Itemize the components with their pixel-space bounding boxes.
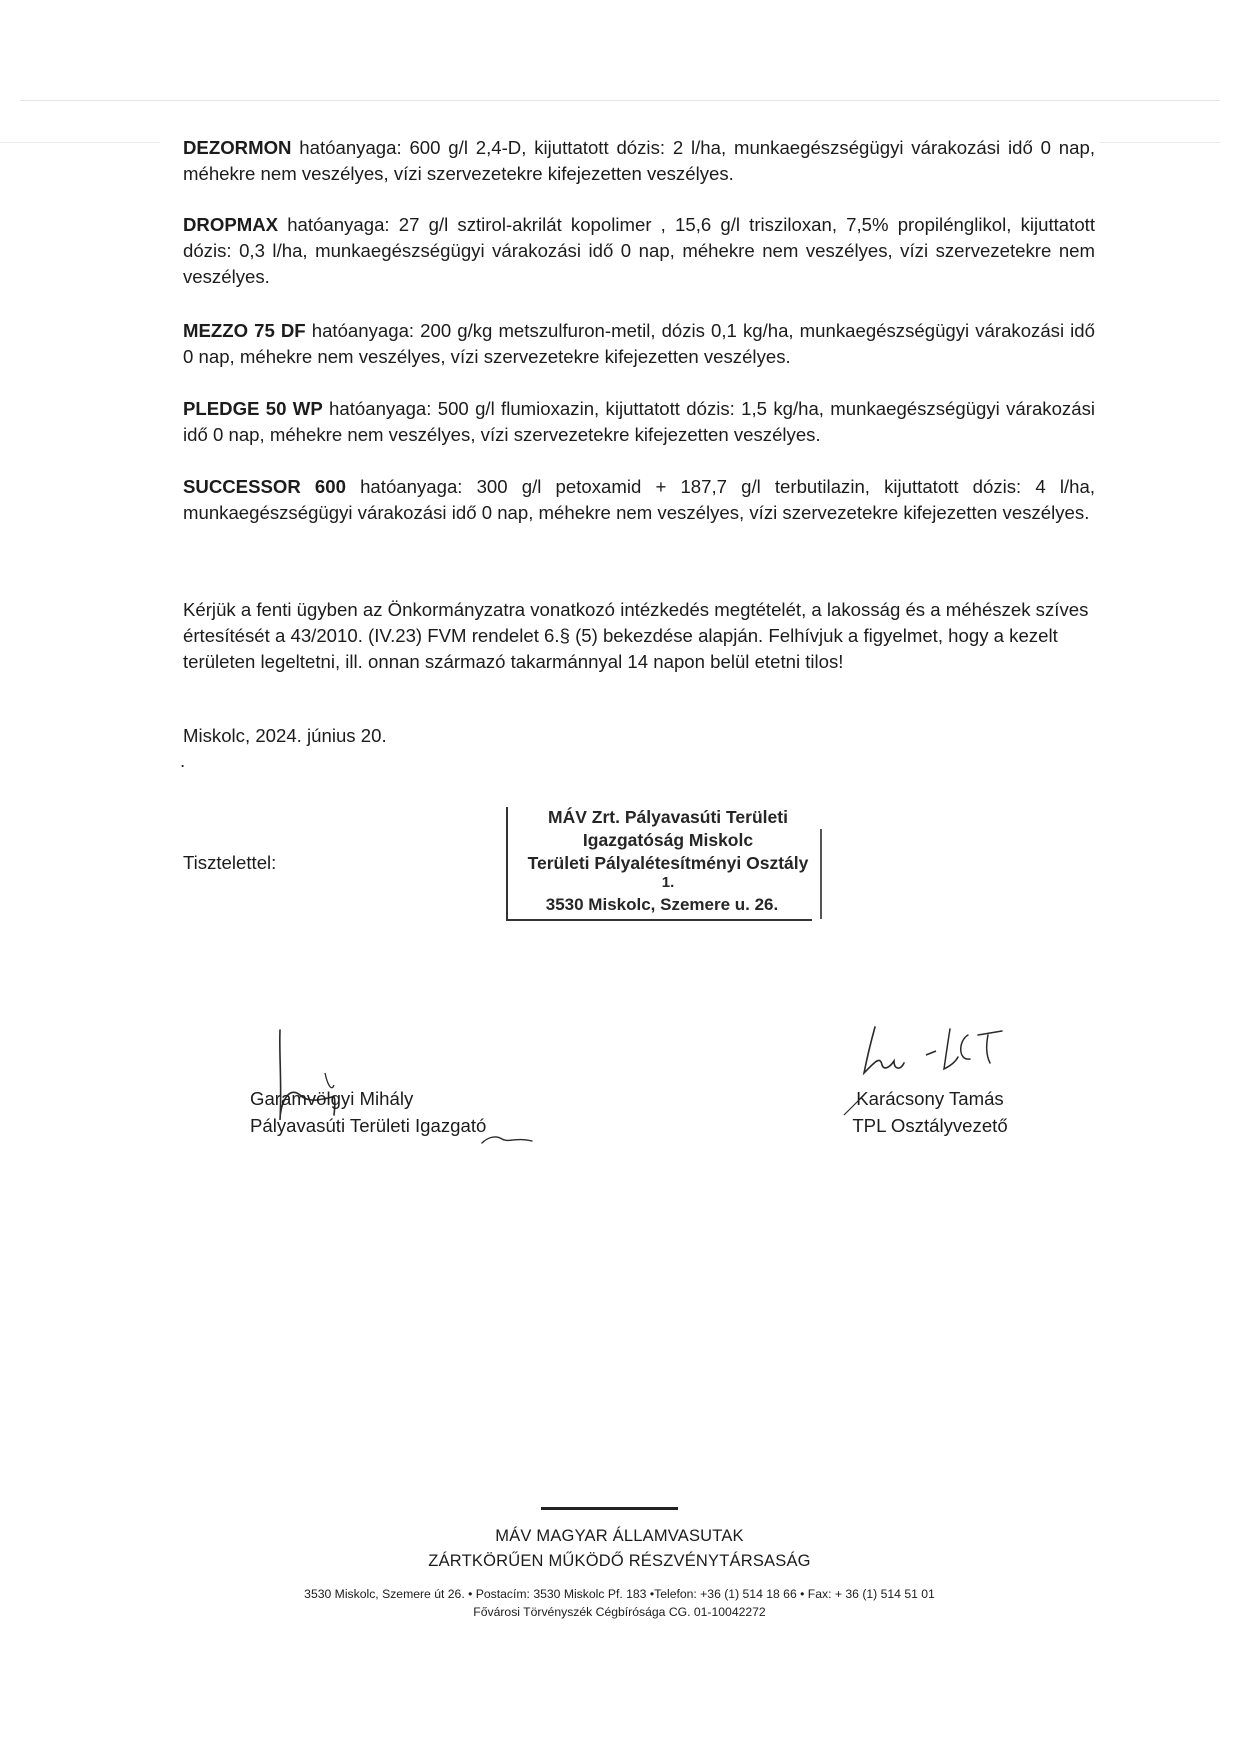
- signatory-name: Karácsony Tamás: [856, 1088, 1004, 1109]
- request-paragraph: Kérjük a fenti ügyben az Önkormányzatra vonatkozó intézkedés megtételét, a lakosság és a méhészek szíves értesítését a 43/2010. (IV.23) FVM rendelet 6.§ (5) bekezdése alapján. Felhívjuk a figyelmet, hogy a kezelt területen legeltetni, ill. onnan származó takarmánnyal 14 napon belül etetni tilos!: [183, 599, 1089, 672]
- product-paragraph-pledge: [183, 396, 1095, 448]
- scan-artifact-line: [1100, 142, 1220, 143]
- place-date: Miskolc, 2024. június 20.: [183, 725, 387, 746]
- product-description: hatóanyaga: 200 g/kg metszulfuron-metil, dózis 0,1 kg/ha, munkaegészségügyi várakozási idő 0 nap, méhekre nem veszélyes, vízi szervezetekre kifejezetten veszélyes.: [183, 320, 1095, 367]
- signatory-right: [840, 1085, 1020, 1139]
- stamp-line: MÁV Zrt. Pályavasúti Területi: [548, 807, 788, 827]
- footer-company: [0, 1524, 1239, 1574]
- product-name: PLEDGE 50 WP: [183, 398, 323, 419]
- stamp-line: 1.: [661, 874, 675, 891]
- scan-artifact-line: [20, 100, 1220, 101]
- signatory-title: Pályavasúti Területi Igazgató: [250, 1115, 487, 1136]
- stamp-line: 3530 Miskolc, Szemere u. 26.: [545, 895, 779, 914]
- stamp-border-bottom: [506, 919, 812, 921]
- footer-company-line: MÁV MAGYAR ÁLLAMVASUTAK: [495, 1527, 744, 1545]
- stamp-line: Területi Pályalétesítményi Osztály: [527, 853, 809, 873]
- stamp-border-left: [506, 807, 508, 919]
- product-paragraph-dropmax: [183, 212, 1095, 290]
- product-paragraph-successor: [183, 474, 1095, 526]
- product-name: MEZZO 75 DF: [183, 320, 306, 341]
- product-description: hatóanyaga: 27 g/l sztirol-akrilát kopolimer , 15,6 g/l trisziloxan, 7,5% propilénglikol, kijuttatott dózis: 0,3 l/ha, munkaegészségügyi várakozási idő 0 nap, méhekre nem veszélyes, vízi szervezetekre nem veszélyes.: [183, 214, 1095, 287]
- scan-artifact-line: [0, 142, 160, 143]
- product-name: SUCCESSOR 600: [183, 476, 346, 497]
- closing-salutation: Tisztelettel:: [183, 852, 277, 873]
- product-description: hatóanyaga: 300 g/l petoxamid + 187,7 g/l terbutilazin, kijuttatott dózis: 4 l/ha, munkaegészségügyi várakozási idő 0 nap, méhekre nem veszélyes, vízi szervezetekre kifejezetten veszélyes.: [183, 476, 1095, 523]
- footer-contact: [0, 1585, 1239, 1621]
- stamp-line: Igazgatóság Miskolc: [582, 830, 754, 850]
- product-name: DROPMAX: [183, 214, 279, 235]
- product-paragraph-dezormon: [183, 135, 1095, 187]
- product-description: hatóanyaga: 600 g/l 2,4-D, kijuttatott dózis: 2 l/ha, munkaegészségügyi várakozási idő 0 nap, méhekre nem veszélyes, vízi szervezetekre kifejezetten veszélyes.: [183, 137, 1095, 184]
- signatory-name: Garamvölgyi Mihály: [250, 1088, 414, 1109]
- footer-address: 3530 Miskolc, Szemere út 26. • Postacím: 3530 Miskolc Pf. 183 •Telefon: +36 (1) 514 18 66 • Fax: + 36 (1) 514 51 01: [304, 1587, 935, 1601]
- product-name: DEZORMON: [183, 137, 292, 158]
- signatory-title: TPL Osztályvezető: [852, 1115, 1008, 1136]
- footer-rule: [541, 1507, 678, 1510]
- footer-company-line: ZÁRTKÖRŰEN MŰKÖDŐ RÉSZVÉNYTÁRSASÁG: [428, 1552, 811, 1570]
- official-stamp: [506, 807, 826, 925]
- product-paragraph-mezzo: [183, 318, 1095, 370]
- signatory-left: [250, 1085, 486, 1139]
- product-description: hatóanyaga: 500 g/l flumioxazin, kijuttatott dózis: 1,5 kg/ha, munkaegészségügyi várakozási idő 0 nap, méhekre nem veszélyes, vízi szervezetekre kifejezetten veszélyes.: [183, 398, 1096, 445]
- footer-registry: Fővárosi Törvényszék Cégbírósága CG. 01-10042272: [473, 1605, 766, 1619]
- stray-dot: .: [180, 750, 186, 771]
